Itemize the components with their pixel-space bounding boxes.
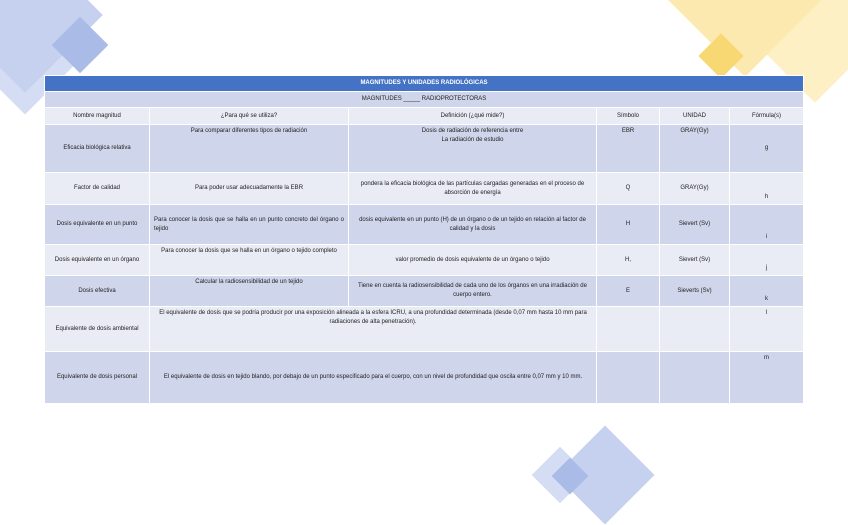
- magnitude-formula: l: [730, 307, 804, 352]
- magnitude-symbol: H: [597, 205, 660, 245]
- column-header: Definición (¿qué mide?): [349, 108, 597, 125]
- table-title: MAGNITUDES Y UNIDADES RADIOLÓGICAS: [45, 76, 804, 92]
- magnitude-formula: h: [730, 173, 804, 205]
- table-subtitle: MAGNITUDES _____ RADIOPROTECTORAS: [45, 92, 804, 108]
- magnitude-name: Equivalente de dosis personal: [45, 352, 150, 404]
- magnitude-name: Factor de calidad: [45, 173, 150, 205]
- magnitude-unit: Sievert (Sv): [660, 205, 730, 245]
- magnitude-use: Para comparar diferentes tipos de radiación: [150, 125, 349, 173]
- magnitude-definition: Tiene en cuenta la radiosensibilidad de cada uno de los órganos en una irradiación de cuerpo entero.: [349, 276, 597, 307]
- column-header: ¿Para qué se utiliza?: [150, 108, 349, 125]
- magnitude-unit: GRAY(Gy): [660, 125, 730, 173]
- magnitude-unit: Sieverts (Sv): [660, 276, 730, 307]
- magnitude-definition: dosis equivalente en un punto (H) de un órgano o de un tejido en relación al factor de calidad y la dosis: [349, 205, 597, 245]
- magnitude-name: Eficacia biológica relativa: [45, 125, 150, 173]
- column-header: Fórmula(s): [730, 108, 804, 125]
- magnitude-name: Dosis equivalente en un punto: [45, 205, 150, 245]
- magnitude-definition: valor promedio de dosis equivalente de un órgano o tejido: [349, 245, 597, 276]
- magnitude-symbol: [597, 307, 660, 352]
- magnitude-use: Calcular la radiosensibilidad de un tejido: [150, 276, 349, 307]
- table-subtitle-row: [45, 92, 804, 108]
- table-row: [45, 307, 804, 352]
- table-row: [45, 276, 804, 307]
- magnitude-definition: pondera la eficacia biológica de las partículas cargadas generadas en el proceso de absorción de energía: [349, 173, 597, 205]
- magnitude-formula: g: [730, 125, 804, 173]
- magnitude-unit: [660, 352, 730, 404]
- magnitude-formula: i: [730, 205, 804, 245]
- magnitude-unit: Sievert (Sv): [660, 245, 730, 276]
- table-header-row: [45, 108, 804, 125]
- table-row: [45, 173, 804, 205]
- magnitude-definition: Dosis de radiación de referencia entre La radiación de estudio: [349, 125, 597, 173]
- magnitudes-table: [44, 75, 804, 404]
- magnitude-symbol: H,: [597, 245, 660, 276]
- magnitude-symbol: [597, 352, 660, 404]
- magnitude-formula: k: [730, 276, 804, 307]
- magnitude-use: Para conocer la dosis que se halla en un órgano o tejido completo: [150, 245, 349, 276]
- table-row: [45, 205, 804, 245]
- table-row: [45, 125, 804, 173]
- table-row: [45, 352, 804, 404]
- magnitude-definition: El equivalente de dosis en tejido blando, por debajo de un punto especificado para el cuerpo, con un nivel de profundidad que oscila entre 0,07 mm y 10 mm.: [150, 352, 597, 404]
- magnitude-name: Dosis equivalente en un órgano: [45, 245, 150, 276]
- column-header: Nombre magnitud: [45, 108, 150, 125]
- magnitude-use: Para poder usar adecuadamente la EBR: [150, 173, 349, 205]
- magnitude-formula: j: [730, 245, 804, 276]
- magnitude-name: Dosis efectiva: [45, 276, 150, 307]
- column-header: Símbolo: [597, 108, 660, 125]
- magnitude-formula: m: [730, 352, 804, 404]
- magnitude-use: Para conocer la dosis que se halla en un punto concreto del órgano o tejido: [150, 205, 349, 245]
- table-row: [45, 245, 804, 276]
- magnitude-definition: El equivalente de dosis que se podría producir por una exposición alineada a la esfera ICRU, a una profundidad determinada (desde 0,07 mm hasta 10 mm para radiaciones de alta penetración).: [150, 307, 597, 352]
- magnitude-unit: [660, 307, 730, 352]
- magnitude-symbol: Q: [597, 173, 660, 205]
- table-title-row: [45, 76, 804, 92]
- magnitude-symbol: EBR: [597, 125, 660, 173]
- magnitude-name: Equivalente de dosis ambiental: [45, 307, 150, 352]
- column-header: UNIDAD: [660, 108, 730, 125]
- magnitude-symbol: E: [597, 276, 660, 307]
- magnitude-unit: GRAY(Gy): [660, 173, 730, 205]
